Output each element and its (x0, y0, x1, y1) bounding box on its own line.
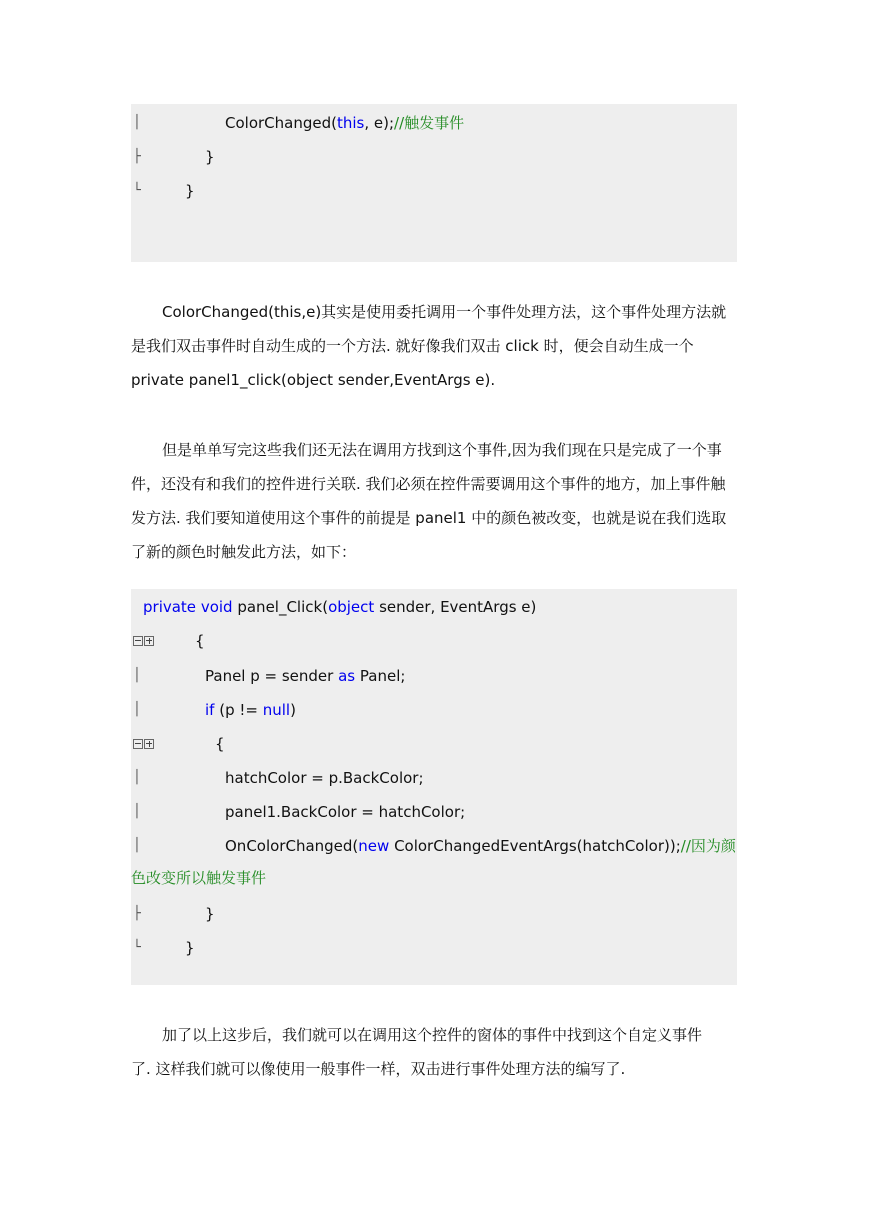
code-line (131, 147, 737, 167)
code-token: panel1.BackColor = hatchColor; (225, 803, 466, 821)
code-line (131, 631, 737, 651)
code-line (131, 868, 737, 888)
code-token: (p != (214, 701, 263, 719)
paragraph-line: 件，还没有和我们的控件进行关联. 我们必须在控件需要调用这个事件的地方，加上事件触 (131, 475, 726, 493)
code-keyword: this (336, 114, 365, 132)
code-line (131, 768, 737, 788)
code-text (205, 666, 405, 686)
tree-line-icon: │ (133, 668, 141, 683)
code-line (131, 181, 737, 201)
code-line (131, 734, 737, 754)
code-block (131, 589, 737, 985)
code-text (205, 700, 296, 720)
paragraph-line: 加了以上这步后，我们就可以在调用这个控件的窗体的事件中找到这个自定义事件 (162, 1026, 703, 1044)
code-keyword: null (262, 701, 291, 719)
code-token: } (185, 182, 195, 200)
code-line (131, 836, 737, 856)
code-text (225, 768, 424, 788)
paragraph-line: 了. 这样我们就可以像使用一般事件一样，双击进行事件处理方法的编写了. (131, 1060, 626, 1078)
paragraph-line: 了新的颜色时触发此方法，如下： (131, 543, 357, 561)
code-comment: 色改变所以触发事件 (131, 869, 267, 887)
code-line (131, 904, 737, 924)
tree-line-icon: │ (133, 115, 141, 130)
code-token: Panel; (355, 667, 406, 685)
code-text (205, 147, 215, 167)
paragraph-line: ColorChanged(this,e)其实是使用委托调用一个事件处理方法，这个事件处理方法就 (162, 303, 727, 321)
tree-line-icon: │ (133, 770, 141, 785)
code-keyword: if (205, 701, 215, 719)
code-keyword: object (328, 598, 375, 616)
code-text (185, 181, 195, 201)
code-line (131, 666, 737, 686)
code-keyword: as (338, 667, 356, 685)
code-keyword: new (358, 837, 390, 855)
code-token: hatchColor = p.BackColor; (225, 769, 424, 787)
tree-line-icon: └ (133, 183, 141, 198)
code-comment: //因为颜 (680, 837, 736, 855)
code-block (131, 104, 737, 262)
code-keyword: void (200, 598, 233, 616)
code-token: Panel p = sender (205, 667, 339, 685)
code-token: } (205, 148, 215, 166)
code-token: { (195, 632, 205, 650)
code-line (131, 802, 737, 822)
tree-line-icon: ├ (133, 149, 141, 164)
code-text (225, 802, 465, 822)
tree-line-icon: │ (133, 838, 141, 853)
code-token: } (205, 905, 215, 923)
code-token: ColorChangedEventArgs(hatchColor)); (389, 837, 681, 855)
code-line (131, 597, 737, 617)
code-token: OnColorChanged( (225, 837, 359, 855)
code-token: panel_Click( (232, 598, 329, 616)
code-line (131, 700, 737, 720)
code-line (131, 113, 737, 133)
paragraph-line: private panel1_click(object sender,EventArgs e). (131, 371, 496, 389)
code-token: ) (290, 701, 296, 719)
code-text (205, 904, 215, 924)
paragraph-line: 是我们双击事件时自动生成的一个方法. 就好像我们双击 click 时，便会自动生成一个 (131, 337, 694, 355)
paragraph-line: 发方法. 我们要知道使用这个事件的前提是 panel1 中的颜色被改变，也就是说在我们选取 (131, 509, 727, 527)
tree-line-icon: └ (133, 940, 141, 955)
tree-line-icon: │ (133, 702, 141, 717)
paragraph-line: 但是单单写完这些我们还无法在调用方找到这个事件,因为我们现在只是完成了一个事 (162, 441, 722, 459)
code-comment: //触发事件 (394, 114, 465, 132)
code-line (131, 938, 737, 958)
code-token: , e); (364, 114, 395, 132)
code-token: } (185, 939, 195, 957)
tree-line-icon: ├ (133, 906, 141, 921)
code-keyword: private (143, 598, 197, 616)
code-token: { (215, 735, 225, 753)
code-text (143, 597, 536, 617)
code-text (185, 938, 195, 958)
fold-toggle-icon (133, 631, 159, 651)
code-text (225, 113, 464, 133)
code-text (195, 631, 205, 651)
code-token: ColorChanged( (225, 114, 337, 132)
tree-line-icon: │ (133, 804, 141, 819)
code-text (225, 836, 736, 856)
code-text (131, 868, 266, 888)
fold-toggle-icon (133, 734, 159, 754)
code-text (215, 734, 225, 754)
code-token: sender, EventArgs e) (374, 598, 537, 616)
